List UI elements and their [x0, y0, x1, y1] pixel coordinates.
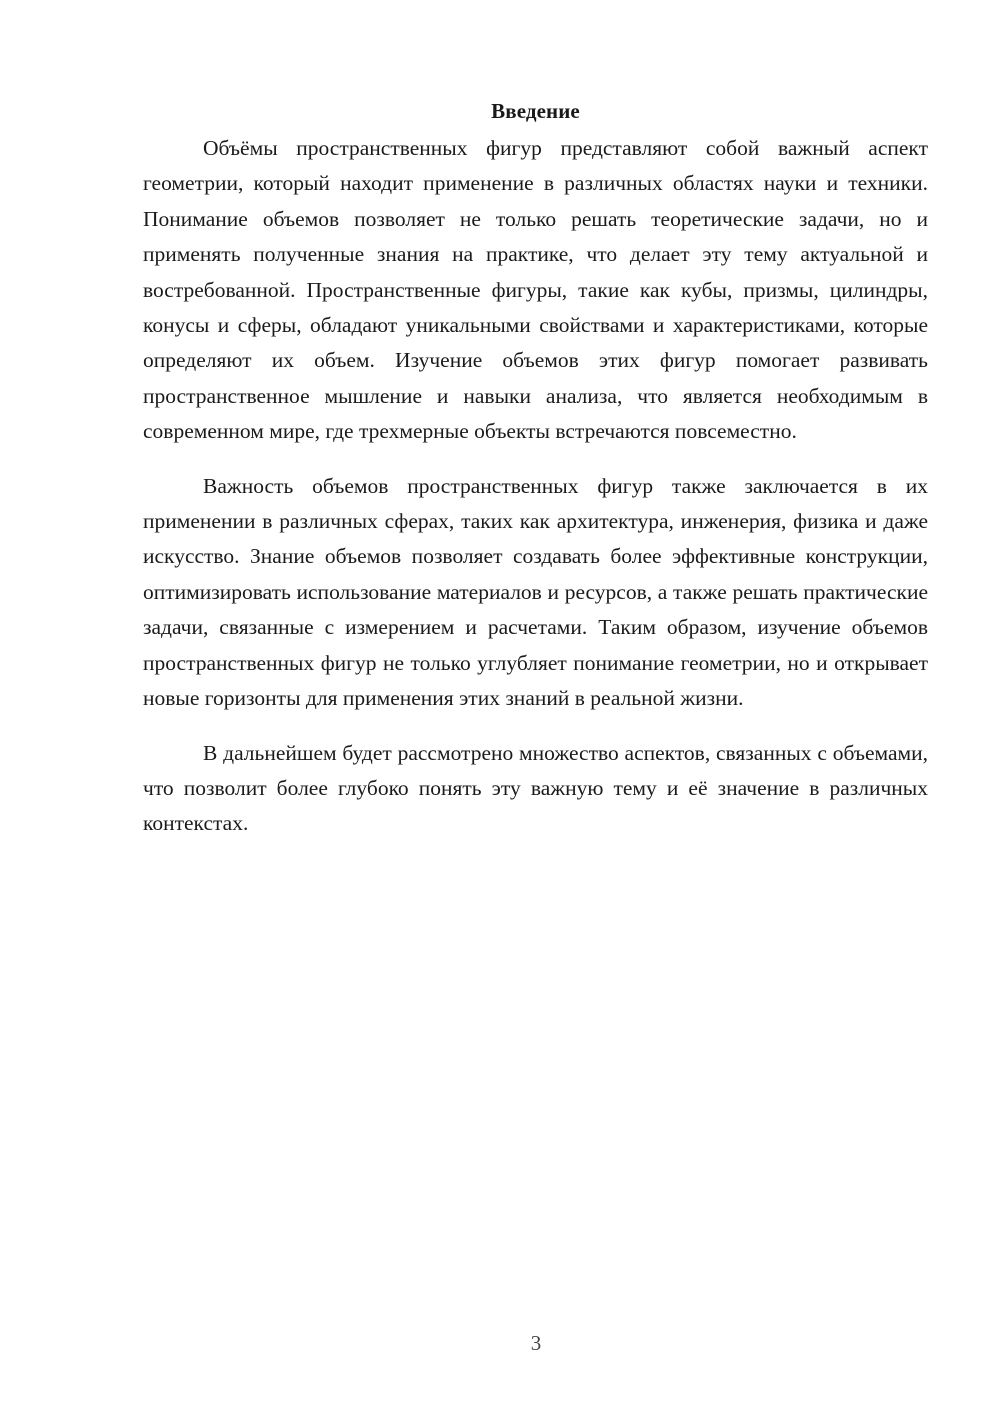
page-number: 3	[530, 1331, 542, 1355]
paragraph-2: Важность объемов пространственных фигур также заключается в их применении в различных сферах, таких как архитектура, инженерия, физика и даже искусство. Знание объемов позволяет создавать более эффективные конструкции, оптимизировать использование материалов и ресурсов, а также решать практические задачи, связанные с измерением и расчетами. Таким образом, изучение объемов пространственных фигур не только углубляет понимание геометрии, но и открывает новые горизонты для применения этих знаний в реальной жизни.	[143, 473, 928, 711]
section-title: Введение	[491, 99, 580, 123]
page-content	[143, 94, 928, 861]
paragraph-3: В дальнейшем будет рассмотрено множество аспектов, связанных с объемами, что позволит более глубоко понять эту важную тему и её значение в различных контекстах.	[143, 740, 928, 836]
paragraph-1: Объёмы пространственных фигур представляют собой важный аспект геометрии, который находит применение в различных областях науки и техники. Понимание объемов позволяет не только решать теоретические задачи, но и применять полученные знания на практике, что делает эту тему актуальной и востребованной. Пространственные фигуры, такие как кубы, призмы, цилиндры, конусы и сферы, обладают уникальными свойствами и характеристиками, которые определяют их объем. Изучение объемов этих фигур помогает развивать пространственное мышление и навыки анализа, что является необходимым в современном мире, где трехмерные объекты встречаются повсеместно.	[143, 136, 928, 444]
